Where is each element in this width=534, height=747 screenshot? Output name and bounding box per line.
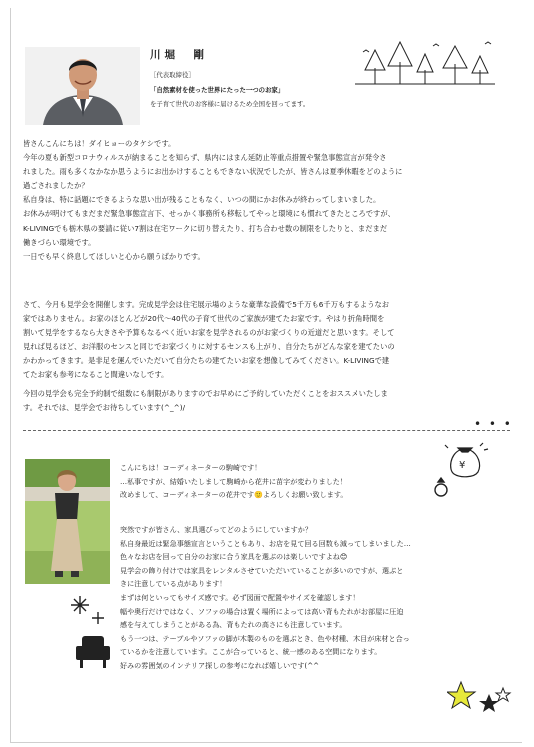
message-line: 働きづらい環境です。: [23, 237, 96, 247]
open-house-paragraph: [23, 298, 513, 383]
message-line: …私事ですが、結婚いたしまして駒崎から花井に苗字が変わりました！: [120, 476, 347, 486]
message-line: 皆さんこんにちは！ダイヒョーのタケシです。: [23, 139, 176, 148]
ceo-name: 川堀 剛: [150, 49, 208, 61]
message-line: 幅や奥行だけではなく、ソファの場合は置く場所によっては高い背もたれがお部屋に圧迫: [120, 606, 404, 616]
message-line: 今回の見学会も完全予約制で組数にも制限がありますのでお早めにご予約していただくことをおススメいたしま: [23, 389, 388, 398]
company-mission: を子育て世代のお客様に届けるため全国を回ってます。: [150, 100, 310, 108]
message-line: 見れば見るほど、お洋服のセンスと同じでお家づくりに対するセンスも上がり、自分たちがどんな家を建てたいの: [23, 342, 395, 352]
star-icon: [447, 680, 517, 724]
message-line: まずは何といってもサイズ感です。必ず図面で配置やサイズを確認します！: [120, 592, 360, 602]
message-line: 色々なお店を回って自分のお家に合う家具を選ぶのは楽しいですよね😊: [120, 552, 348, 562]
message-line: かわかってきます。是非足を運んでいただいて自分たちの建てたいお家を想像してみてください。K-LIVINGで建: [23, 356, 390, 366]
page-border-bottom: [10, 742, 522, 743]
message-line: 突然ですが皆さん、家具選びってどのようにしていますか？: [120, 525, 312, 534]
section-divider: [23, 430, 510, 431]
message-line: ているかを注意しています。ここが合っていると、統一感のある空間になります。: [120, 647, 382, 657]
message-line: 私自身は、特に話題にできるような思い出が残ることもなく、いつの間にかお休みが終わってしまいました。: [23, 195, 381, 205]
coordinator-photo: [25, 459, 110, 584]
page-border-left: [10, 8, 11, 743]
message-line: れました。雨も多くなかなか思うようにお出かけすることもできない状況でしたが、皆さんは夏季休暇をどのように: [23, 167, 403, 177]
message-line: お休みが明けてもまだまだ緊急事態宣言下、せっかく事務所も移転してやっと環境にも慣れてきたところですが、: [23, 209, 395, 219]
coordinator-message: [120, 523, 520, 673]
sparkle-icon: [68, 592, 108, 630]
ceo-role: ［代表取締役］: [150, 71, 195, 79]
message-line: K-LIVINGでも栃木県の要請に従い7割は在宅ワークに切り替えたり、打ち合わせ数の制限をしたりと、まだまだ: [23, 223, 388, 233]
message-line: さて、今月も見学会を開催します。完成見学会は住宅展示場のような豪華な設備で5千万も6千万もするようなお: [23, 300, 390, 309]
message-line: こんにちは！コーディネーターの駒崎です！: [120, 463, 262, 472]
company-tagline: 「自然素材を使った世界にたった一つのお家」: [150, 86, 285, 94]
coordinator-intro: [120, 461, 520, 502]
message-line: 改めまして、コーディネーターの花井です🙂よろしくお願い致します。: [120, 490, 348, 500]
svg-text:¥: ¥: [459, 460, 466, 471]
message-line: す。それでは、見学会でお待ちしています(^_^)/: [23, 403, 186, 413]
message-line: 私自身最近は緊急事態宣言ということもあり、お店を見て回る回数も減ってしまいました…: [120, 538, 411, 548]
ceo-portrait-photo: [25, 47, 140, 125]
message-line: 感を与えてしまうことがある為、背もたれの高さにも注意しています。: [120, 620, 347, 630]
decorative-dots: • • •: [474, 417, 513, 431]
message-line: もう一つは、テーブルやソファの脚が木製のものを選ぶとき、色や材種、木目が床材と合っ: [120, 633, 410, 643]
armchair-icon: [74, 632, 112, 674]
message-line: 過ごされましたか？: [23, 181, 89, 191]
message-line: 割いて見学をするなら大きさや予算もなるべく近いお家を見学されるのがお家づくりの近道だと思います。そして: [23, 328, 395, 338]
trees-icon: [355, 40, 495, 104]
reservation-paragraph: [23, 387, 513, 415]
message-line: 見学会の飾り付けでは家具をレンタルさせていただいていることが多いのですが、選ぶと: [120, 565, 404, 575]
message-line: 今年の夏も新型コロナウィルスが納まることを知らず、県内にはまん延防止等重点措置や緊急事態宣言が発令さ: [23, 153, 387, 163]
message-line: てたお家も参考になること間違いなしです。: [23, 370, 169, 380]
message-line: 家ではありません。お家のほとんどが20代〜40代の子育て世代のご家族が建てたお家です。やはり折角時間を: [23, 314, 385, 324]
message-line: きに注意している点があります！: [120, 579, 227, 589]
ceo-message: [23, 137, 513, 264]
message-line: 好みの雰囲気のインテリア探しの参考になれば嬉しいです(^^: [120, 660, 320, 670]
message-line: 一日でも早く終息してほしいと心から願うばかりです。: [23, 251, 205, 261]
